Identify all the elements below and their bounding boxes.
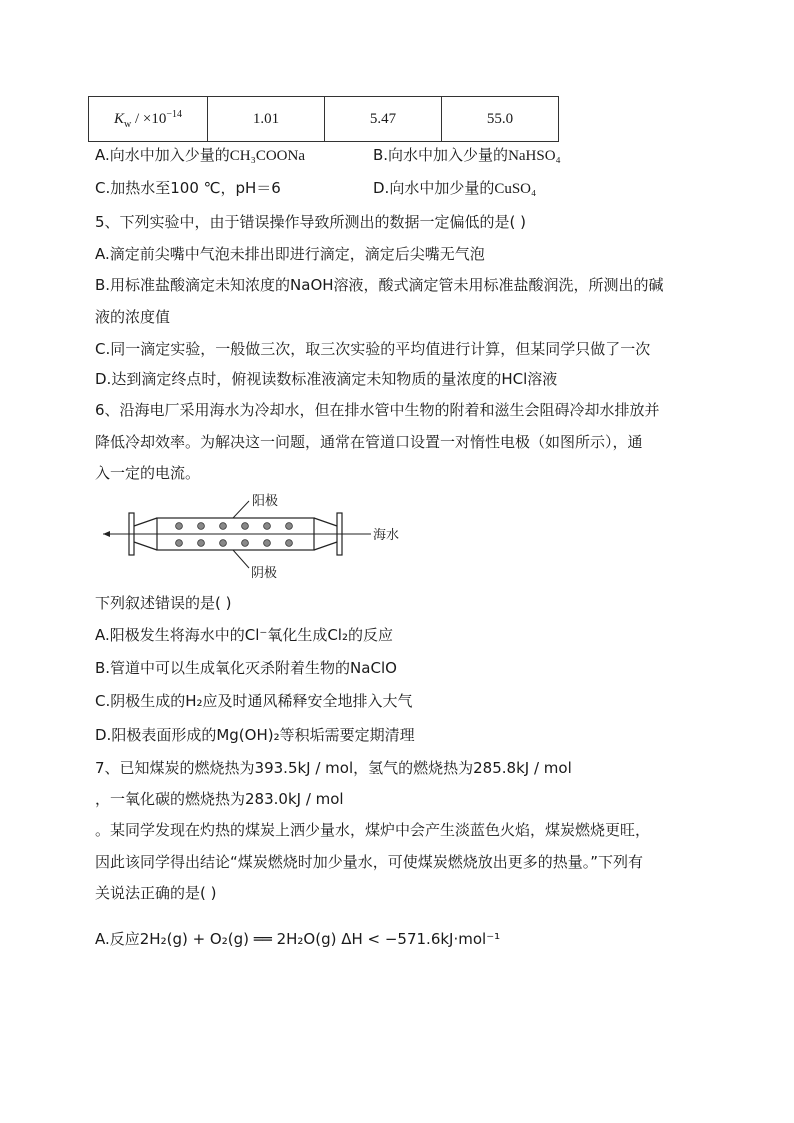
q4-option-a[interactable]: A.向水中加入少量的CH₃COONa: [95, 146, 306, 164]
q7-stem-line5: 关说法正确的是( ): [95, 884, 217, 902]
q6-option-b[interactable]: B.管道中可以生成氧化灭杀附着生物的NaClO: [95, 659, 397, 677]
q5-option-d[interactable]: D.达到滴定终点时，俯视读数标准液滴定未知物质的量浓度的HCl溶液: [95, 370, 558, 388]
q7-stem-line2: ，一氧化碳的燃烧热为283.0kJ / mol: [95, 790, 344, 808]
q4-option-d[interactable]: D.向水中加少量的CuSO₄: [373, 179, 537, 197]
q6-option-d[interactable]: D.阳极表面形成的Mg(OH)₂等积垢需要定期清理: [95, 726, 415, 744]
table-cell: 5.47: [325, 97, 442, 142]
q7-option-a[interactable]: A.反应2H₂(g) + O₂(g) ══ 2H₂O(g) ΔH < −571.6kJ·mol⁻¹: [95, 930, 501, 948]
q6-stem-line1: 6、沿海电厂采用海水为冷却水，但在排水管中生物的附着和滋生会阻碍冷却水排放并: [95, 401, 660, 419]
q6-option-a[interactable]: A.阳极发生将海水中的Cl⁻氧化生成Cl₂的反应: [95, 626, 393, 644]
q6-stem-line3: 入一定的电流。: [95, 464, 201, 482]
table-cell: 55.0: [442, 97, 559, 142]
table-label-cell: $K_w / \times 10^{-14}$: [89, 97, 208, 142]
table-cell: 1.01: [208, 97, 325, 142]
q6-question: 下列叙述错误的是( ): [95, 594, 232, 612]
kw-table: [88, 96, 559, 142]
q7-stem-line1: 7、已知煤炭的燃烧热为393.5kJ / mol，氢气的燃烧热为285.8kJ / mol: [95, 759, 572, 777]
q5-option-c[interactable]: C.同一滴定实验，一般做三次，取三次实验的平均值进行计算，但某同学只做了一次: [95, 340, 651, 358]
q5-option-a[interactable]: A.滴定前尖嘴中气泡未排出即进行滴定，滴定后尖嘴无气泡: [95, 245, 485, 263]
q5-option-b-line1[interactable]: B.用标准盐酸滴定未知浓度的NaOH溶液，酸式滴定管未用标准盐酸润洗，所测出的碱: [95, 276, 664, 294]
anode-pointer: [233, 501, 249, 518]
cathode-label: 阴极: [251, 566, 278, 581]
cathode-pointer: [233, 550, 249, 568]
q7-stem-line4: 因此该同学得出结论“煤炭燃烧时加少量水，可使煤炭燃烧放出更多的热量。”下列有: [95, 853, 644, 871]
cathode-row: [176, 540, 293, 547]
q4-option-b[interactable]: B.向水中加入少量的NaHSO₄: [373, 146, 561, 164]
flow-arrow-icon: [103, 531, 110, 537]
q5-stem: 5、下列实验中，由于错误操作导致所测出的数据一定偏低的是( ): [95, 213, 527, 231]
seawater-label: 海水: [373, 528, 400, 543]
electrode-pipe-diagram: [95, 488, 415, 584]
q6-option-c[interactable]: C.阴极生成的H₂应及时通风稀释安全地排入大气: [95, 692, 413, 710]
q5-option-b-line2[interactable]: 液的浓度值: [95, 308, 171, 326]
table-row: [89, 97, 559, 142]
anode-label: 阳极: [252, 494, 279, 509]
q7-stem-line3: 。某同学发现在灼热的煤炭上洒少量水，煤炉中会产生淡蓝色火焰，煤炭燃烧更旺，: [95, 821, 651, 839]
q4-option-c[interactable]: C.加热水至100 ℃，pH＝6: [95, 179, 281, 197]
anode-row: [176, 523, 293, 530]
q6-stem-line2: 降低冷却效率。为解决这一问题，通常在管道口设置一对惰性电极（如图所示），通: [95, 433, 643, 451]
